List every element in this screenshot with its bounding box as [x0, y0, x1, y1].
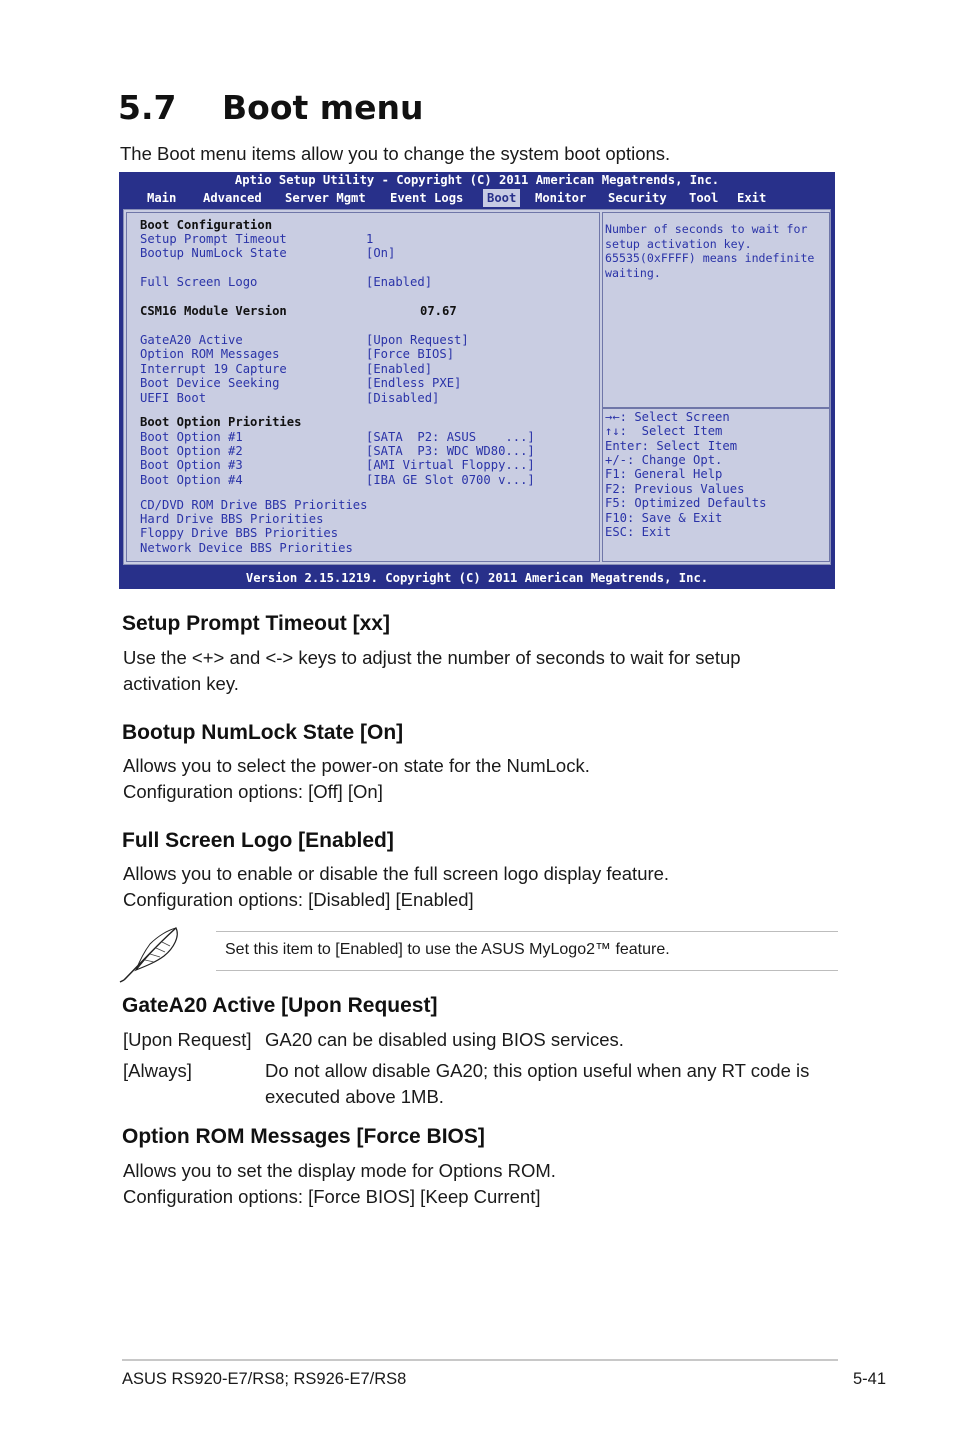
key-hint: F1: General Help: [605, 467, 723, 481]
boot-option-priorities-heading: Boot Option Priorities: [140, 415, 302, 429]
note-divider-bottom: [216, 970, 838, 971]
footer-model: ASUS RS920-E7/RS8; RS926-E7/RS8: [122, 1370, 407, 1388]
bios-tab-advanced[interactable]: Advanced: [203, 191, 262, 205]
note-divider-top: [216, 931, 838, 932]
boot-option-1-label[interactable]: Boot Option #1: [140, 430, 243, 444]
boot-option-3-label[interactable]: Boot Option #3: [140, 458, 243, 472]
option-rom-label[interactable]: Option ROM Messages: [140, 347, 280, 361]
footer-divider: [122, 1359, 838, 1361]
section-number: 5.7: [118, 88, 177, 127]
boot-option-2-value[interactable]: [SATA P3: WDC WD80...]: [366, 444, 535, 458]
numlock-heading: Bootup NumLock State [On]: [122, 721, 404, 744]
boot-configuration-heading: Boot Configuration: [140, 218, 273, 232]
bios-tab-security[interactable]: Security: [608, 191, 667, 205]
page-title: [118, 88, 424, 127]
bootup-numlock-label[interactable]: Bootup NumLock State: [140, 246, 287, 260]
logo-line: Configuration options: [Disabled] [Enabled]: [123, 889, 474, 910]
gatea20-upon-label: [Upon Request]: [123, 1029, 252, 1050]
floppy-bbs-priorities[interactable]: Floppy Drive BBS Priorities: [140, 526, 339, 540]
key-hint: →←: Select Screen: [605, 410, 730, 424]
boot-device-seeking-value[interactable]: [Endless PXE]: [366, 376, 462, 390]
cd-dvd-bbs-priorities[interactable]: CD/DVD ROM Drive BBS Priorities: [140, 498, 368, 512]
gatea20-always-label: [Always]: [123, 1060, 192, 1081]
setup-prompt-timeout-label[interactable]: Setup Prompt Timeout: [140, 232, 287, 246]
bios-menu-bar: [119, 189, 835, 207]
key-hint: F10: Save & Exit: [605, 511, 723, 525]
csm16-version-label: CSM16 Module Version: [140, 304, 287, 318]
network-bbs-priorities[interactable]: Network Device BBS Priorities: [140, 541, 353, 555]
key-hint: Enter: Select Item: [605, 439, 738, 453]
gatea20-heading: GateA20 Active [Upon Request]: [122, 994, 438, 1017]
help-line: setup activation key.: [605, 237, 752, 251]
intro-text: The Boot menu items allow you to change the system boot options.: [120, 143, 671, 164]
key-hint: +/-: Change Opt.: [605, 453, 723, 467]
full-screen-logo-label[interactable]: Full Screen Logo: [140, 275, 258, 289]
option-rom-value[interactable]: [Force BIOS]: [366, 347, 455, 361]
bios-body: [123, 209, 831, 565]
bios-footer: Version 2.15.1219. Copyright (C) 2011 American Megatrends, Inc.: [245, 571, 709, 585]
hard-drive-bbs-priorities[interactable]: Hard Drive BBS Priorities: [140, 512, 324, 526]
interrupt19-label[interactable]: Interrupt 19 Capture: [140, 362, 287, 376]
gatea20-value[interactable]: [Upon Request]: [366, 333, 469, 347]
setup-prompt-line: Use the <+> and <-> keys to adjust the number of seconds to wait for setup: [123, 647, 741, 668]
key-hint: ESC: Exit: [605, 525, 672, 539]
bios-screen: [119, 172, 835, 589]
bios-tab-exit[interactable]: Exit: [737, 191, 767, 205]
logo-line: Allows you to enable or disable the full screen logo display feature.: [123, 863, 670, 884]
key-hint: ↑↓: Select Item: [605, 424, 723, 438]
numlock-line: Allows you to select the power-on state for the NumLock.: [123, 755, 590, 776]
key-hint: F2: Previous Values: [605, 482, 745, 496]
uefi-boot-value[interactable]: [Disabled]: [366, 391, 440, 405]
help-line: waiting.: [605, 266, 661, 280]
key-hint: F5: Optimized Defaults: [605, 496, 767, 510]
help-line: 65535(0xFFFF) means indefinite: [605, 251, 815, 265]
full-screen-logo-value[interactable]: [Enabled]: [366, 275, 433, 289]
boot-option-4-label[interactable]: Boot Option #4: [140, 473, 243, 487]
boot-option-4-value[interactable]: [IBA GE Slot 0700 v...]: [366, 473, 535, 487]
boot-device-seeking-label[interactable]: Boot Device Seeking: [140, 376, 280, 390]
note-text: Set this item to [Enabled] to use the ASUS MyLogo2™ feature.: [225, 941, 670, 958]
option-rom-line: Allows you to set the display mode for Options ROM.: [123, 1160, 556, 1181]
bios-title: Aptio Setup Utility - Copyright (C) 2011 American Megatrends, Inc.: [234, 173, 720, 187]
footer-page-number: 5-41: [852, 1370, 886, 1388]
option-rom-heading: Option ROM Messages [Force BIOS]: [122, 1125, 485, 1148]
boot-option-1-value[interactable]: [SATA P2: ASUS ...]: [366, 430, 535, 444]
boot-option-2-label[interactable]: Boot Option #2: [140, 444, 243, 458]
note-feather-icon: [118, 922, 184, 984]
bios-tab-boot[interactable]: Boot: [483, 189, 520, 207]
gatea20-always-desc: executed above 1MB.: [265, 1086, 444, 1107]
setup-prompt-timeout-value[interactable]: 1: [366, 232, 374, 246]
csm16-version-value: 07.67: [420, 304, 457, 318]
gatea20-label[interactable]: GateA20 Active: [140, 333, 243, 347]
bios-tab-server-mgmt[interactable]: Server Mgmt: [285, 191, 366, 205]
numlock-line: Configuration options: [Off] [On]: [123, 781, 383, 802]
option-rom-line: Configuration options: [Force BIOS] [Keep Current]: [123, 1186, 541, 1207]
help-line: Number of seconds to wait for: [605, 222, 808, 236]
bios-tab-main[interactable]: Main: [147, 191, 177, 205]
bootup-numlock-value[interactable]: [On]: [366, 246, 396, 260]
setup-prompt-heading: Setup Prompt Timeout [xx]: [122, 612, 390, 635]
logo-heading: Full Screen Logo [Enabled]: [122, 829, 394, 852]
setup-prompt-line: activation key.: [123, 673, 239, 694]
bios-tab-monitor[interactable]: Monitor: [535, 191, 587, 205]
section-title: Boot menu: [222, 88, 424, 127]
gatea20-always-desc: Do not allow disable GA20; this option useful when any RT code is: [265, 1060, 810, 1081]
interrupt19-value[interactable]: [Enabled]: [366, 362, 433, 376]
boot-option-3-value[interactable]: [AMI Virtual Floppy...]: [366, 458, 535, 472]
bios-tab-event-logs[interactable]: Event Logs: [390, 191, 464, 205]
uefi-boot-label[interactable]: UEFI Boot: [140, 391, 207, 405]
bios-tab-tool[interactable]: Tool: [689, 191, 719, 205]
gatea20-upon-desc: GA20 can be disabled using BIOS services.: [265, 1029, 624, 1050]
